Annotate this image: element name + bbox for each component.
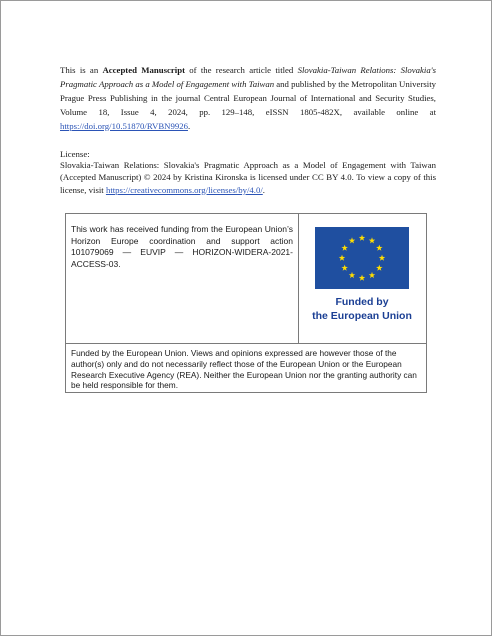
funding-box <box>65 213 427 393</box>
license-link[interactable]: https://creativecommons.org/licenses/by/4.0/ <box>105 184 263 195</box>
article-title: Slovakia-Taiwan Relations: Slovakia's Pragmatic Approach as a Model of Engagement with Taiwan <box>60 65 437 89</box>
manuscript-notice <box>60 64 436 134</box>
notice-text-2: and published by the Metropolitan University Prague Press Publishing in the journal Central European Journal of International and Security Studies, Volume 18, Issue 4, 2024, pp. 129–148, eISSN 1805-482X, available online at <box>60 78 436 117</box>
vertical-divider <box>298 214 299 343</box>
license-label: License: <box>60 149 90 159</box>
notice-suffix: . <box>187 120 191 131</box>
funded-by-line: Funded by <box>335 296 389 308</box>
doi-link[interactable]: https://doi.org/10.51870/RVBN9926 <box>60 120 188 131</box>
license-body: Slovakia-Taiwan Relations: Slovakia's Pragmatic Approach as a Model of Engagement with Taiwan (Accepted Manuscript) © 2024 by Kristina Kironska is licensed under CC BY 4.0. To view a copy of this license, visit <box>60 160 436 195</box>
funding-disclaimer: Funded by the European Union. Views and opinions expressed are however those of the author(s) only and do not necessarily reflect those of the European Union or the European Research Executive Agency (REA). Neither the European Union nor the granting authority can be held responsible for them. <box>71 348 417 391</box>
eu-flag-icon <box>315 227 409 289</box>
european-union-line: the European Union <box>312 309 412 322</box>
funding-top-row <box>66 214 426 343</box>
license-suffix: . <box>262 184 265 195</box>
funding-statement: This work has received funding from the European Union’s Horizon Europe coordination and support action 101079069 — EUVIP — HORIZON-WIDERA-2021-ACCESS-03. <box>71 224 293 269</box>
funded-by-eu-label <box>302 296 422 323</box>
notice-prefix: This is an <box>60 65 103 75</box>
notice-text-1: of the research article titled <box>185 65 298 75</box>
horizontal-divider <box>66 343 426 344</box>
accepted-manuscript-label: Accepted Manuscript <box>102 65 185 75</box>
license-text <box>60 159 436 196</box>
